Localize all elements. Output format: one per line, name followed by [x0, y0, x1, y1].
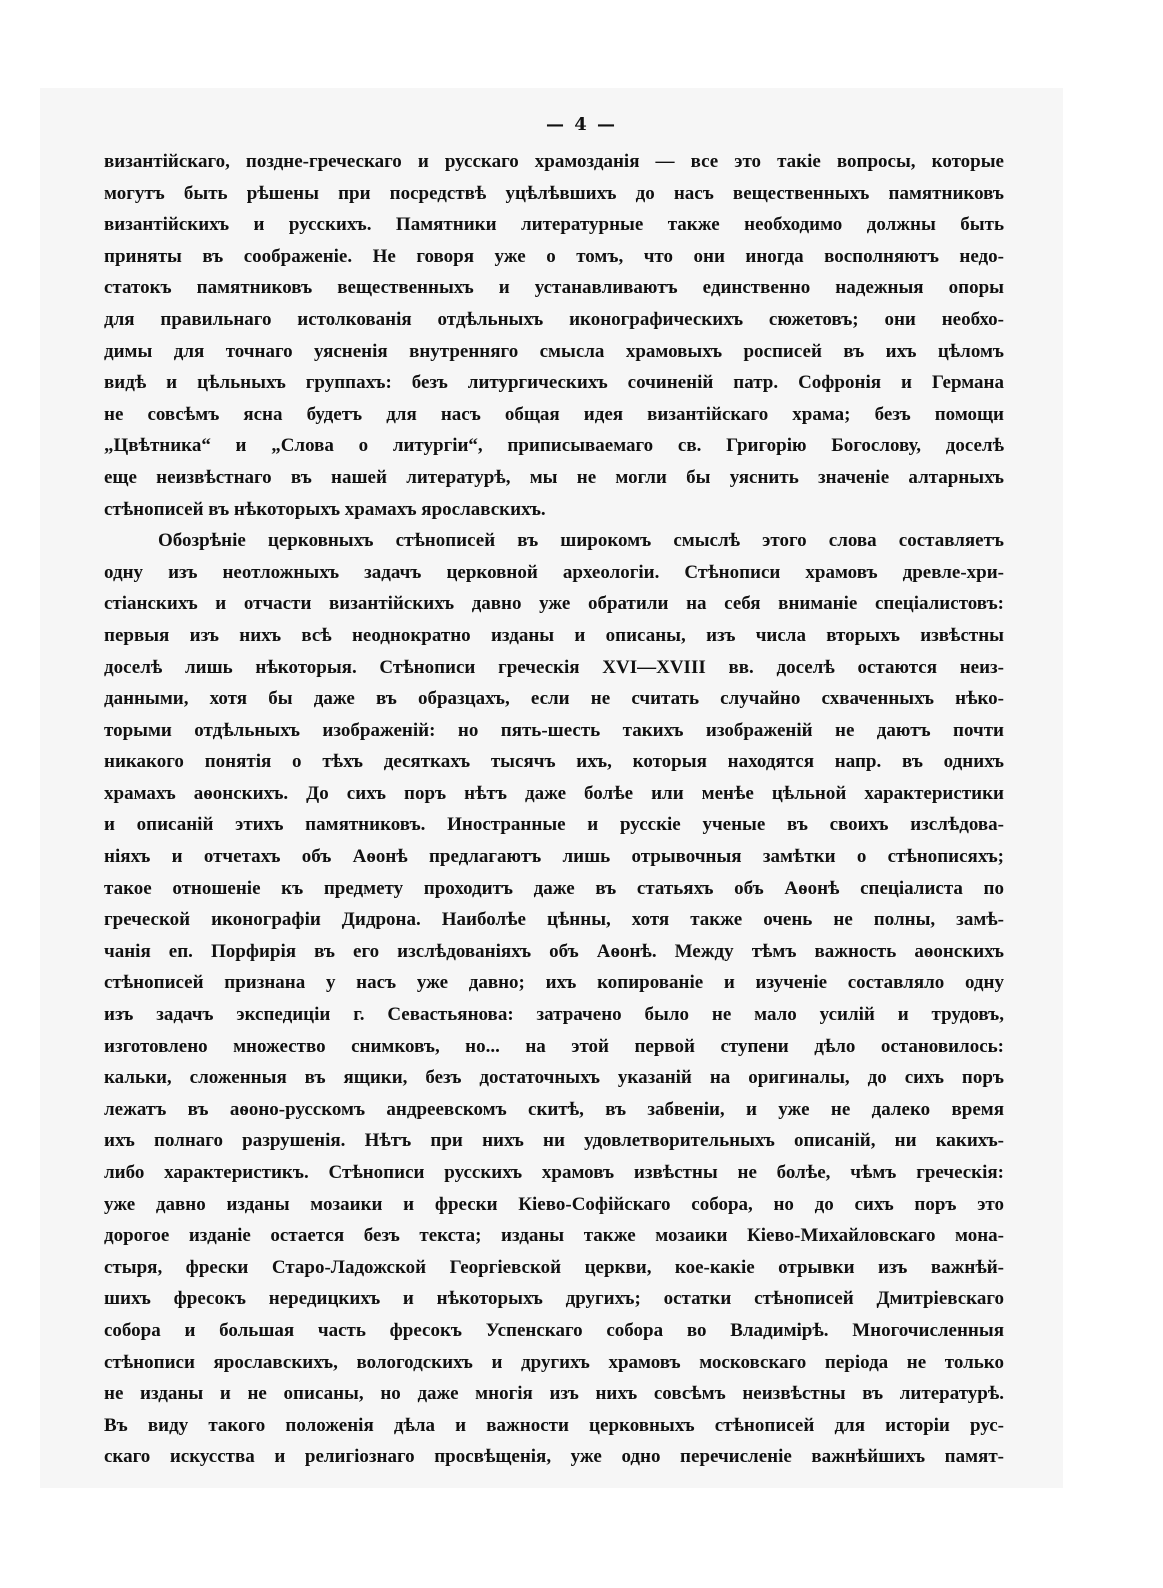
- text-line: первыя изъ нихъ всѣ неоднократно изданы и описаны, изъ числа вторыхъ извѣстны: [104, 624, 1004, 646]
- text-line: не изданы и не описаны, но даже многія изъ нихъ совсѣмъ неизвѣстны въ литературѣ.: [104, 1383, 1004, 1405]
- paragraph-1: [104, 146, 1004, 525]
- text-line: не совсѣмъ ясна будетъ для насъ общая идея византійскаго храма; безъ помощи: [104, 403, 1004, 425]
- text-line: стѣнописей признана у насъ уже давно; ихъ копированіе и изученіе составляло одну: [104, 972, 1004, 994]
- text-line: приняты въ соображеніе. Не говоря уже о томъ, что они иногда восполняютъ недо-: [104, 245, 1004, 267]
- text-line: для правильнаго истолкованія отдѣльныхъ иконографическихъ сюжетовъ; они необхо-: [104, 308, 1004, 330]
- text-line: могутъ быть рѣшены при посредствѣ уцѣлѣвшихъ до насъ вещественныхъ памятниковъ: [104, 182, 1004, 204]
- paragraph-2: [104, 525, 1004, 1473]
- text-line: стѣнописи ярославскихъ, вологодскихъ и другихъ храмовъ московскаго періода не только: [104, 1351, 1004, 1373]
- text-line: видѣ и цѣльныхъ группахъ: безъ литургическихъ сочиненій патр. Софронія и Германа: [104, 372, 1004, 394]
- text-line: ихъ полнаго разрушенія. Нѣтъ при нихъ ни удовлетворительныхъ описаній, ни какихъ-: [104, 1130, 1004, 1152]
- body-text: [104, 146, 1004, 1473]
- text-line: греческой иконографіи Дидрона. Наиболѣе цѣнны, хотя также очень не полны, замѣ-: [104, 909, 1004, 931]
- text-line: Обозрѣніе церковныхъ стѣнописей въ широкомъ смыслѣ этого слова составляетъ: [158, 530, 1004, 552]
- text-line: стѣнописей въ нѣкоторыхъ храмахъ ярославскихъ.: [104, 498, 546, 520]
- text-line: уже давно изданы мозаики и фрески Кіево-Софійскаго собора, но до сихъ поръ это: [104, 1193, 1004, 1215]
- text-line: доселѣ лишь нѣкоторыя. Стѣнописи греческія XVI—XVIII вв. доселѣ остаются неиз-: [104, 656, 1004, 678]
- text-line: никакого понятія о тѣхъ десяткахъ тысячъ ихъ, которыя находятся напр. въ однихъ: [104, 751, 1004, 773]
- text-line: торыми отдѣльныхъ изображеній: но пять-шесть такихъ изображеній не даютъ почти: [104, 719, 1004, 741]
- text-line: византійскихъ и русскихъ. Памятники литературные также необходимо должны быть: [104, 214, 1004, 236]
- text-line: скаго искусства и религіознаго просвѣщенія, уже одно перечисленіе важнѣйшихъ памят-: [104, 1446, 1004, 1468]
- text-line: лежатъ въ аѳоно-русскомъ андреевскомъ скитѣ, въ забвеніи, и уже не далеко время: [104, 1098, 1004, 1120]
- text-line: „Цвѣтника“ и „Слова о литургіи“, приписываемаго св. Григорію Богослову, доселѣ: [104, 435, 1004, 457]
- text-line: ніяхъ и отчетахъ объ Аѳонѣ предлагаютъ лишь отрывочныя замѣтки о стѣнописяхъ;: [104, 846, 1004, 868]
- text-line: чанія еп. Порфирія въ его изслѣдованіяхъ объ Аѳонѣ. Между тѣмъ важность аѳонскихъ: [104, 940, 1004, 962]
- text-line: храмахъ аѳонскихъ. До сихъ поръ нѣтъ даже болѣе или менѣе цѣльной характеристики: [104, 782, 1004, 804]
- text-line: такое отношеніе къ предмету проходитъ даже въ статьяхъ объ Аѳонѣ спеціалиста по: [104, 877, 1004, 899]
- text-line: стіанскихъ и отчасти византійскихъ давно уже обратили на себя вниманіе спеціалистовъ:: [104, 593, 1004, 615]
- text-line: статокъ памятниковъ вещественныхъ и устанавливаютъ единственно надежныя опоры: [104, 277, 1004, 299]
- text-line: дорогое изданіе остается безъ текста; изданы также мозаики Кіево-Михайловскаго мона-: [104, 1225, 1004, 1247]
- text-line: стыря, фрески Старо-Ладожской Георгіевской церкви, кое-какіе отрывки изъ важнѣй-: [104, 1256, 1004, 1278]
- text-line: еще неизвѣстнаго въ нашей литературѣ, мы не могли бы уяснить значеніе алтарныхъ: [104, 466, 1004, 488]
- text-line: кальки, сложенныя въ ящики, безъ достаточныхъ указаній на оригиналы, до сихъ поръ: [104, 1067, 1004, 1089]
- text-line: византійскаго, поздне-греческаго и русскаго храмозданія — все это такіе вопросы, которые: [104, 151, 1004, 172]
- text-line: и описаній этихъ памятниковъ. Иностранные и русскіе ученые въ своихъ изслѣдова-: [104, 814, 1004, 836]
- text-line: одну изъ неотложныхъ задачъ церковной археологіи. Стѣнописи храмовъ древле-хри-: [104, 561, 1004, 583]
- text-line: Въ виду такого положенія дѣла и важности церковныхъ стѣнописей для исторіи рус-: [104, 1414, 1004, 1436]
- text-line: димы для точнаго уясненія внутренняго смысла храмовыхъ росписей въ ихъ цѣломъ: [104, 340, 1004, 362]
- text-line: данными, хотя бы даже въ образцахъ, если не считать случайно схваченныхъ нѣко-: [104, 688, 1004, 710]
- text-line: изъ задачъ экспедиціи г. Севастьянова: затрачено было не мало усилій и трудовъ,: [104, 1004, 1004, 1026]
- text-line: собора и большая часть фресокъ Успенскаго собора во Владимірѣ. Многочисленныя: [104, 1319, 1004, 1341]
- page-number: — 4 —: [545, 114, 618, 135]
- text-line: шихъ фресокъ нередицкихъ и нѣкоторыхъ другихъ; остатки стѣнописей Дмитріевскаго: [104, 1288, 1004, 1310]
- text-line: либо характеристикъ. Стѣнописи русскихъ храмовъ извѣстны не болѣе, чѣмъ греческія:: [104, 1162, 1004, 1183]
- text-line: изготовлено множество снимковъ, но... на этой первой ступени дѣло остановилось:: [104, 1035, 1004, 1057]
